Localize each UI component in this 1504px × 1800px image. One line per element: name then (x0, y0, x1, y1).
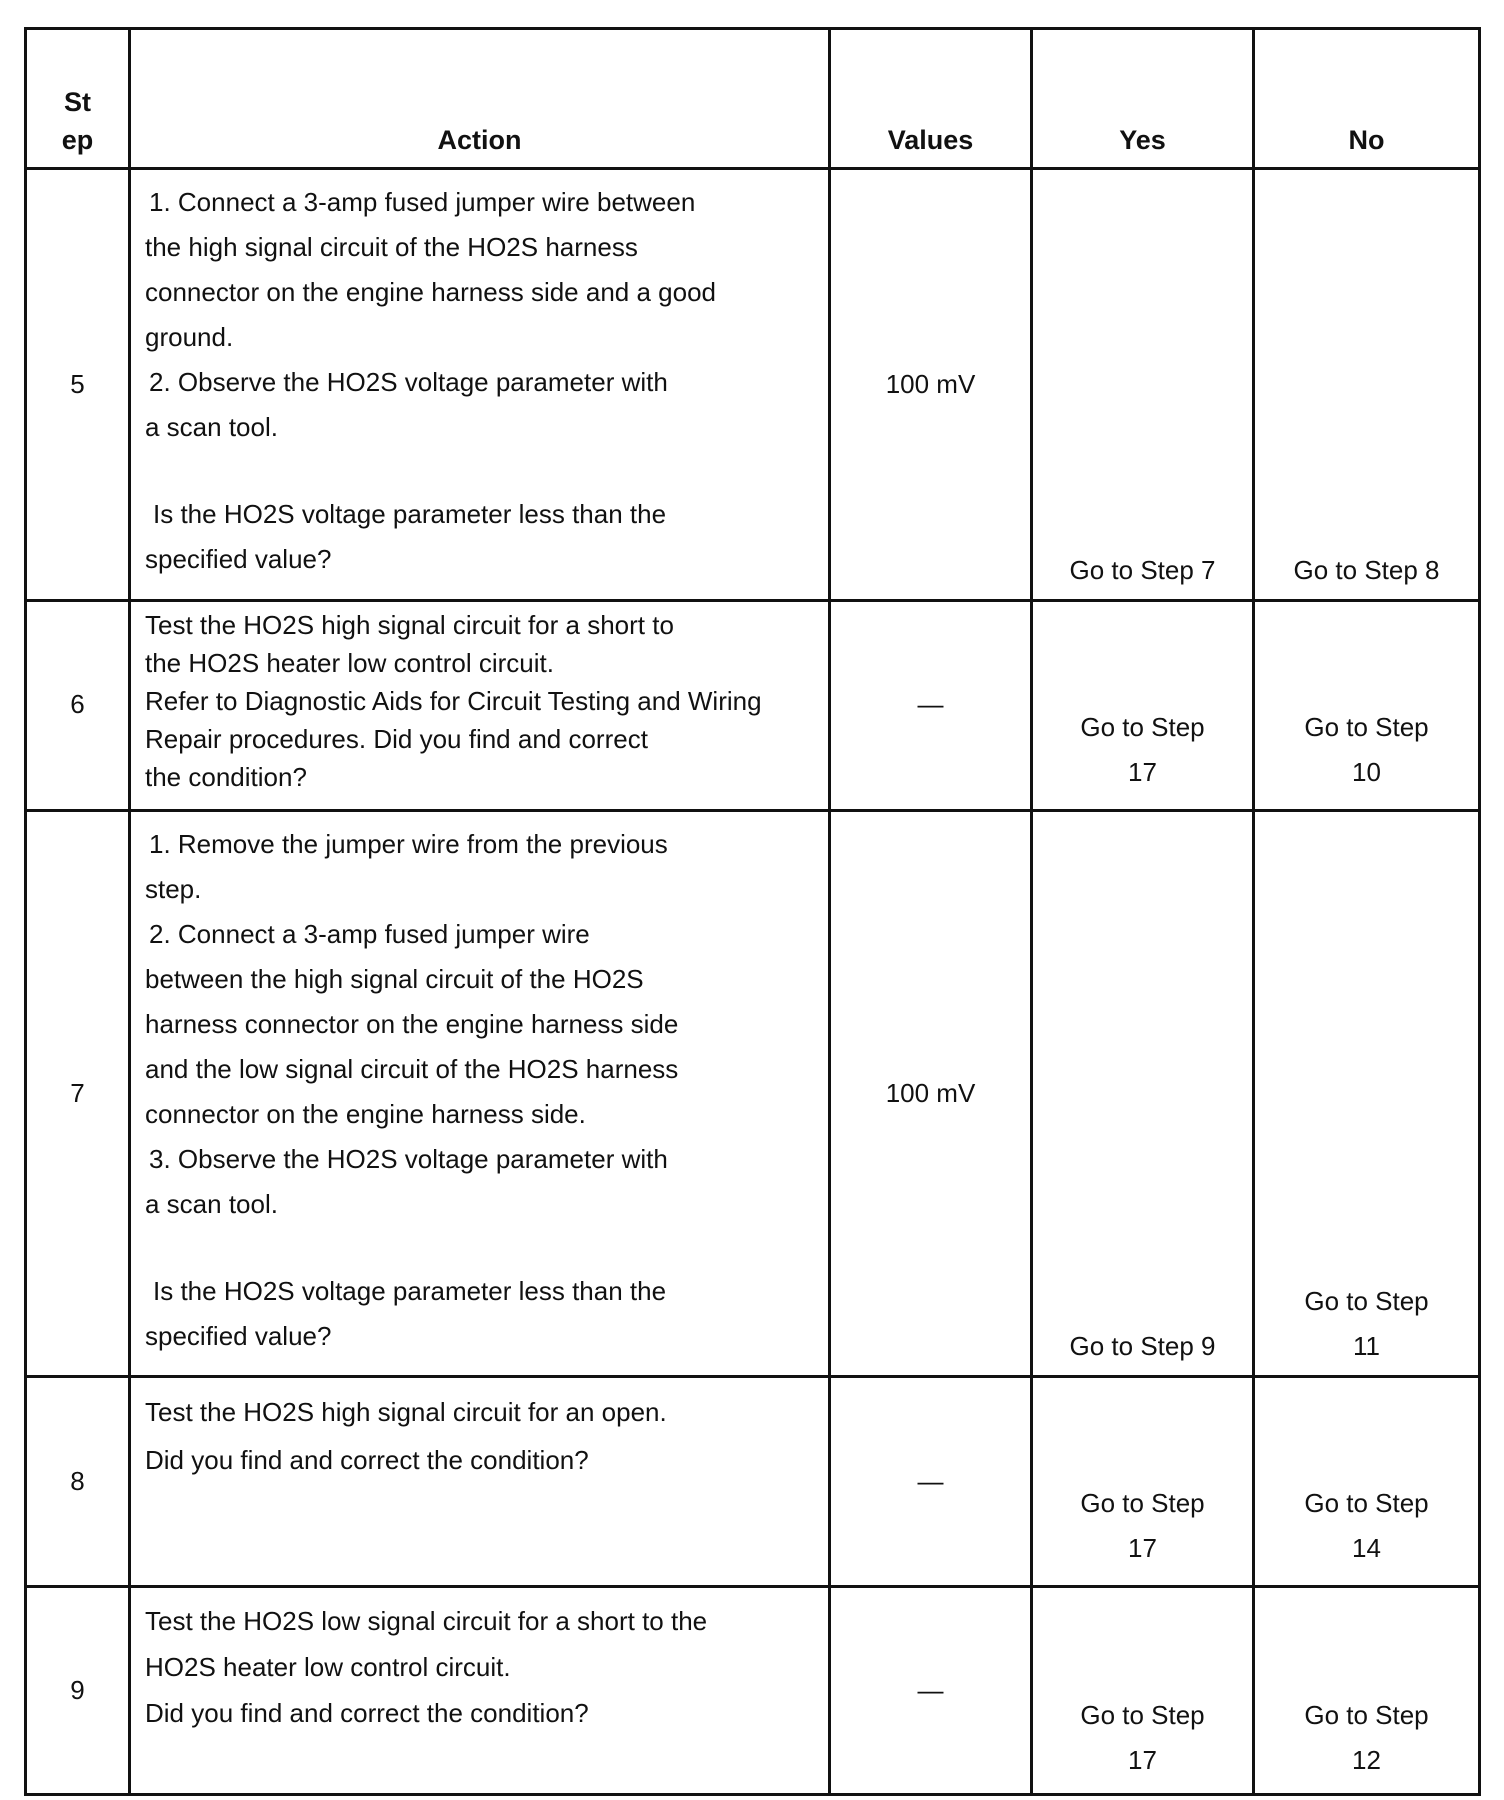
yes-cell: Go to Step 9 (1032, 811, 1254, 1377)
header-step-line1: St (64, 87, 91, 117)
action-line: and the low signal circuit of the HO2S harness (145, 1054, 679, 1084)
values-cell: 100 mV (830, 169, 1032, 601)
action-line: 3. Observe the HO2S voltage parameter with (149, 1144, 668, 1174)
yes-line: Go to Step (1080, 712, 1205, 742)
table-row-step-8 (26, 1377, 1480, 1587)
action-line: a scan tool. (145, 412, 278, 442)
action-cell (130, 601, 830, 811)
yes-line: Go to Step (1080, 1488, 1205, 1518)
step-number: 5 (26, 169, 130, 601)
action-line: Test the HO2S low signal circuit for a short to the (145, 1606, 708, 1636)
action-cell (130, 169, 830, 601)
no-line: Go to Step (1304, 1700, 1429, 1730)
spacer (145, 450, 812, 492)
no-cell (1254, 1377, 1480, 1587)
no-line: Go to Step (1304, 712, 1429, 742)
yes-line: 17 (1128, 757, 1157, 787)
no-line: 10 (1352, 757, 1381, 787)
no-line: Go to Step (1304, 1488, 1429, 1518)
action-line: Did you find and correct the condition? (145, 1445, 589, 1475)
question-line: Is the HO2S voltage parameter less than the (153, 499, 667, 529)
action-line: Did you find and correct the condition? (145, 1698, 589, 1728)
action-line: 2. Connect a 3-amp fused jumper wire (149, 919, 590, 949)
step-number: 6 (26, 601, 130, 811)
spacer (145, 1227, 812, 1269)
yes-line: 17 (1128, 1745, 1157, 1775)
action-line: ground. (145, 322, 234, 352)
action-cell (130, 811, 830, 1377)
action-line: between the high signal circuit of the HO2S (145, 964, 644, 994)
table-row-step-6 (26, 601, 1480, 811)
action-line: 1. Remove the jumper wire from the previous (149, 829, 668, 859)
no-line: Go to Step (1304, 1286, 1429, 1316)
header-step-line2: ep (61, 125, 94, 155)
question-line: specified value? (145, 1321, 332, 1351)
action-line: harness connector on the engine harness side (145, 1009, 679, 1039)
action-line: Test the HO2S high signal circuit for a short to (145, 610, 674, 640)
no-cell: Go to Step 8 (1254, 169, 1480, 601)
action-line: Repair procedures. Did you find and correct (145, 724, 648, 754)
table-row-step-9 (26, 1587, 1480, 1795)
step-number: 8 (26, 1377, 130, 1587)
action-line: connector on the engine harness side and a good (145, 277, 716, 307)
action-line: 1. Connect a 3-amp fused jumper wire between (149, 187, 696, 217)
action-line: 2. Observe the HO2S voltage parameter with (149, 367, 668, 397)
values-cell: — (830, 601, 1032, 811)
action-line: Refer to Diagnostic Aids for Circuit Testing and Wiring (145, 686, 762, 716)
action-line: step. (145, 874, 202, 904)
header-yes: Yes (1032, 29, 1254, 169)
diagnostic-table-sheet (24, 27, 1478, 1783)
no-line: 14 (1352, 1533, 1381, 1563)
header-action: Action (130, 29, 830, 169)
values-cell: — (830, 1377, 1032, 1587)
yes-cell (1032, 1587, 1254, 1795)
yes-cell (1032, 601, 1254, 811)
action-line: HO2S heater low control circuit. (145, 1652, 511, 1682)
yes-cell (1032, 1377, 1254, 1587)
diagnostic-table (24, 27, 1481, 1796)
no-cell (1254, 1587, 1480, 1795)
values-cell: 100 mV (830, 811, 1032, 1377)
yes-line: Go to Step (1080, 1700, 1205, 1730)
action-line: a scan tool. (145, 1189, 278, 1219)
action-cell (130, 1587, 830, 1795)
action-line: connector on the engine harness side. (145, 1099, 586, 1129)
header-no: No (1254, 29, 1480, 169)
question-line: specified value? (145, 544, 332, 574)
no-cell (1254, 811, 1480, 1377)
values-cell: — (830, 1587, 1032, 1795)
step-number: 9 (26, 1587, 130, 1795)
no-line: 11 (1353, 1331, 1380, 1361)
table-row-step-5 (26, 169, 1480, 601)
action-line: the condition? (145, 762, 307, 792)
action-line: Test the HO2S high signal circuit for an open. (145, 1397, 667, 1427)
question-line: Is the HO2S voltage parameter less than the (153, 1276, 667, 1306)
action-line: the HO2S heater low control circuit. (145, 648, 554, 678)
action-cell (130, 1377, 830, 1587)
yes-line: 17 (1128, 1533, 1157, 1563)
header-values: Values (830, 29, 1032, 169)
header-row (26, 29, 1480, 169)
step-number: 7 (26, 811, 130, 1377)
action-line: the high signal circuit of the HO2S harness (145, 232, 638, 262)
header-step (26, 29, 130, 169)
no-line: 12 (1352, 1745, 1381, 1775)
no-cell (1254, 601, 1480, 811)
table-row-step-7 (26, 811, 1480, 1377)
yes-cell: Go to Step 7 (1032, 169, 1254, 601)
